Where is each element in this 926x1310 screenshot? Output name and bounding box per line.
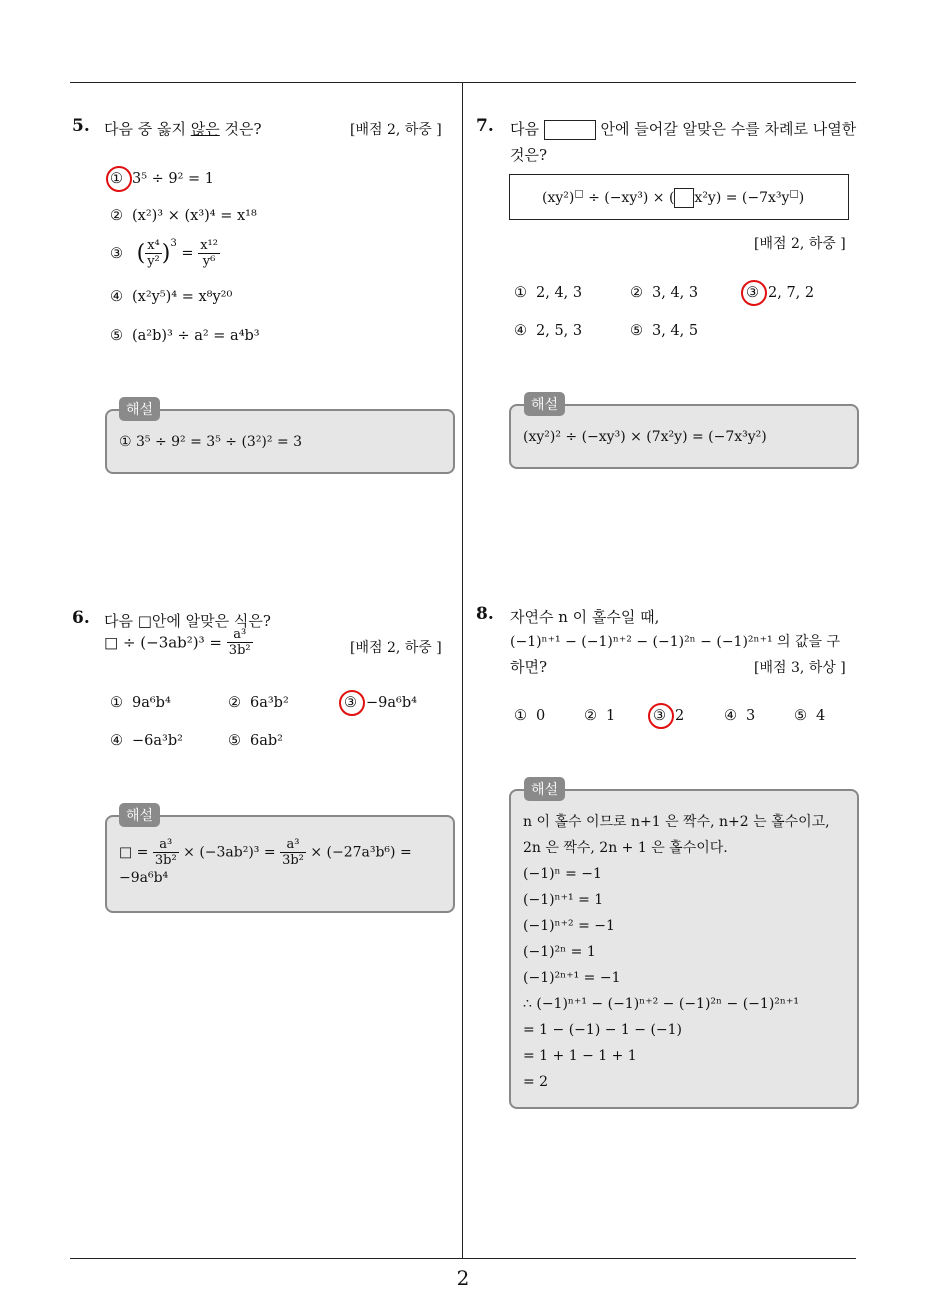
q8-question-line3: 하면? <box>510 658 548 676</box>
solution-line: 2n 은 짝수, 2n + 1 은 홀수이다. <box>523 840 728 856</box>
solution-line: ∴ (−1)ⁿ⁺¹ − (−1)ⁿ⁺² − (−1)²ⁿ − (−1)²ⁿ⁺¹ <box>523 996 799 1012</box>
solution-line: = 2 <box>523 1074 549 1090</box>
top-rule <box>70 82 856 83</box>
q5-choice-4: ④ (x²y⁵)⁴ = x⁸y²⁰ <box>110 289 233 305</box>
q7-choice-1: ① 2, 4, 3 <box>514 285 583 301</box>
q6-score: [배점 2, 하중 ] <box>350 640 442 656</box>
q7-choice-5: ⑤ 3, 4, 5 <box>630 323 699 339</box>
blank-box <box>544 120 596 140</box>
q8-choice-5: ⑤ 4 <box>794 708 826 724</box>
q6-solution-box <box>105 815 455 913</box>
q6-choice-2: ② 6a³b² <box>228 695 289 711</box>
solution-line: n 이 홀수 이므로 n+1 은 짝수, n+2 는 홀수이고, <box>523 814 830 830</box>
q8-choice-1: ① 0 <box>514 708 546 724</box>
q7-formula-box <box>509 174 849 220</box>
q5-choice-2: ② (x²)³ × (x³)⁴ = x¹⁸ <box>110 208 257 224</box>
q8-solution-box <box>509 789 859 1109</box>
q5-solution-text: ① 3⁵ ÷ 9² = 3⁵ ÷ (3²)² = 3 <box>119 434 303 450</box>
q5-number: 5. <box>72 116 90 136</box>
solution-line: (−1)²ⁿ⁺¹ = −1 <box>523 970 621 986</box>
q5-choice-5: ⑤ (a²b)³ ÷ a² = a⁴b³ <box>110 328 260 344</box>
q7-choice-2: ② 3, 4, 3 <box>630 285 699 301</box>
q6-choice-1: ① 9a⁶b⁴ <box>110 695 171 711</box>
q7-choice-3: ③ 2, 7, 2 <box>746 285 815 301</box>
q6-choice-4: ④ −6a³b² <box>110 733 183 749</box>
q8-number: 8. <box>476 604 494 624</box>
solution-line: = 1 − (−1) − 1 − (−1) <box>523 1022 683 1038</box>
q7-choice-4: ④ 2, 5, 3 <box>514 323 583 339</box>
q6-expression: □ ÷ (−3ab²)³ = $\frac{\text{a³}}{\text{3b²}}$ <box>104 627 251 658</box>
q5-solution-tag: 해설 <box>119 397 160 421</box>
q7-score: [배점 2, 하중 ] <box>754 236 846 252</box>
solution-line: = 1 + 1 − 1 + 1 <box>523 1048 637 1064</box>
q7-formula: (xy²)□ ÷ (−xy³) × ( x²y) = (−7x³y□) <box>542 188 805 206</box>
q5-score: [배점 2, 하중 ] <box>350 122 442 138</box>
q8-choice-2: ② 1 <box>584 708 616 724</box>
q6-choice-3: ③ −9a⁶b⁴ <box>344 695 417 711</box>
q5-choice-1: ① 3⁵ ÷ 9² = 1 <box>110 171 215 187</box>
page-number: 2 <box>456 1266 470 1290</box>
q6-solution-text: □ = $\frac{\text{a³}}{\text{3b²}}$ × (−3ab²)³ = $\frac{\text{a³}}{\text{3b²}}$ × (−27a³b⁶) = −9a⁶b⁴ <box>119 837 412 886</box>
q5-choice-3: ③ ( $\frac{\text{x⁴}}{\text{y²}}$ )$^3$ = $\frac{\text{x¹²}}{\text{y⁶}}$ <box>110 238 218 269</box>
q6-number: 6. <box>72 608 90 628</box>
q8-question-line1: 자연수 n 이 홀수일 때, <box>510 608 660 626</box>
q6-choice-5: ⑤ 6ab² <box>228 733 283 749</box>
q7-solution-tag: 해설 <box>524 392 565 416</box>
q8-solution-tag: 해설 <box>524 777 565 801</box>
bottom-rule <box>70 1258 856 1259</box>
q7-question: 다음 안에 들어갈 알맞은 수를 차례로 나열한 <box>510 120 857 138</box>
q8-question-line2: (−1)ⁿ⁺¹ − (−1)ⁿ⁺² − (−1)²ⁿ − (−1)²ⁿ⁺¹ 의 값을 구 <box>510 634 841 650</box>
column-divider <box>462 82 463 1258</box>
solution-line: (−1)ⁿ⁺¹ = 1 <box>523 892 604 908</box>
q5-question: 다음 중 옳지 않은 것은? <box>104 120 262 138</box>
q8-choice-4: ④ 3 <box>724 708 756 724</box>
q7-solution-text: (xy²)² ÷ (−xy³) × (7x²y) = (−7x³y²) <box>523 429 767 445</box>
q8-choice-3: ③ 2 <box>653 708 685 724</box>
solution-line: (−1)ⁿ = −1 <box>523 866 602 882</box>
q6-solution-tag: 해설 <box>119 803 160 827</box>
q7-question-line2: 것은? <box>510 146 548 164</box>
solution-line: (−1)ⁿ⁺² = −1 <box>523 918 615 934</box>
q8-solution-text <box>523 809 830 1095</box>
q6-question: 다음 □안에 알맞은 식은? <box>104 612 271 630</box>
solution-line: (−1)²ⁿ = 1 <box>523 944 596 960</box>
q7-number: 7. <box>476 116 494 136</box>
q8-score: [배점 3, 하상 ] <box>754 660 846 676</box>
